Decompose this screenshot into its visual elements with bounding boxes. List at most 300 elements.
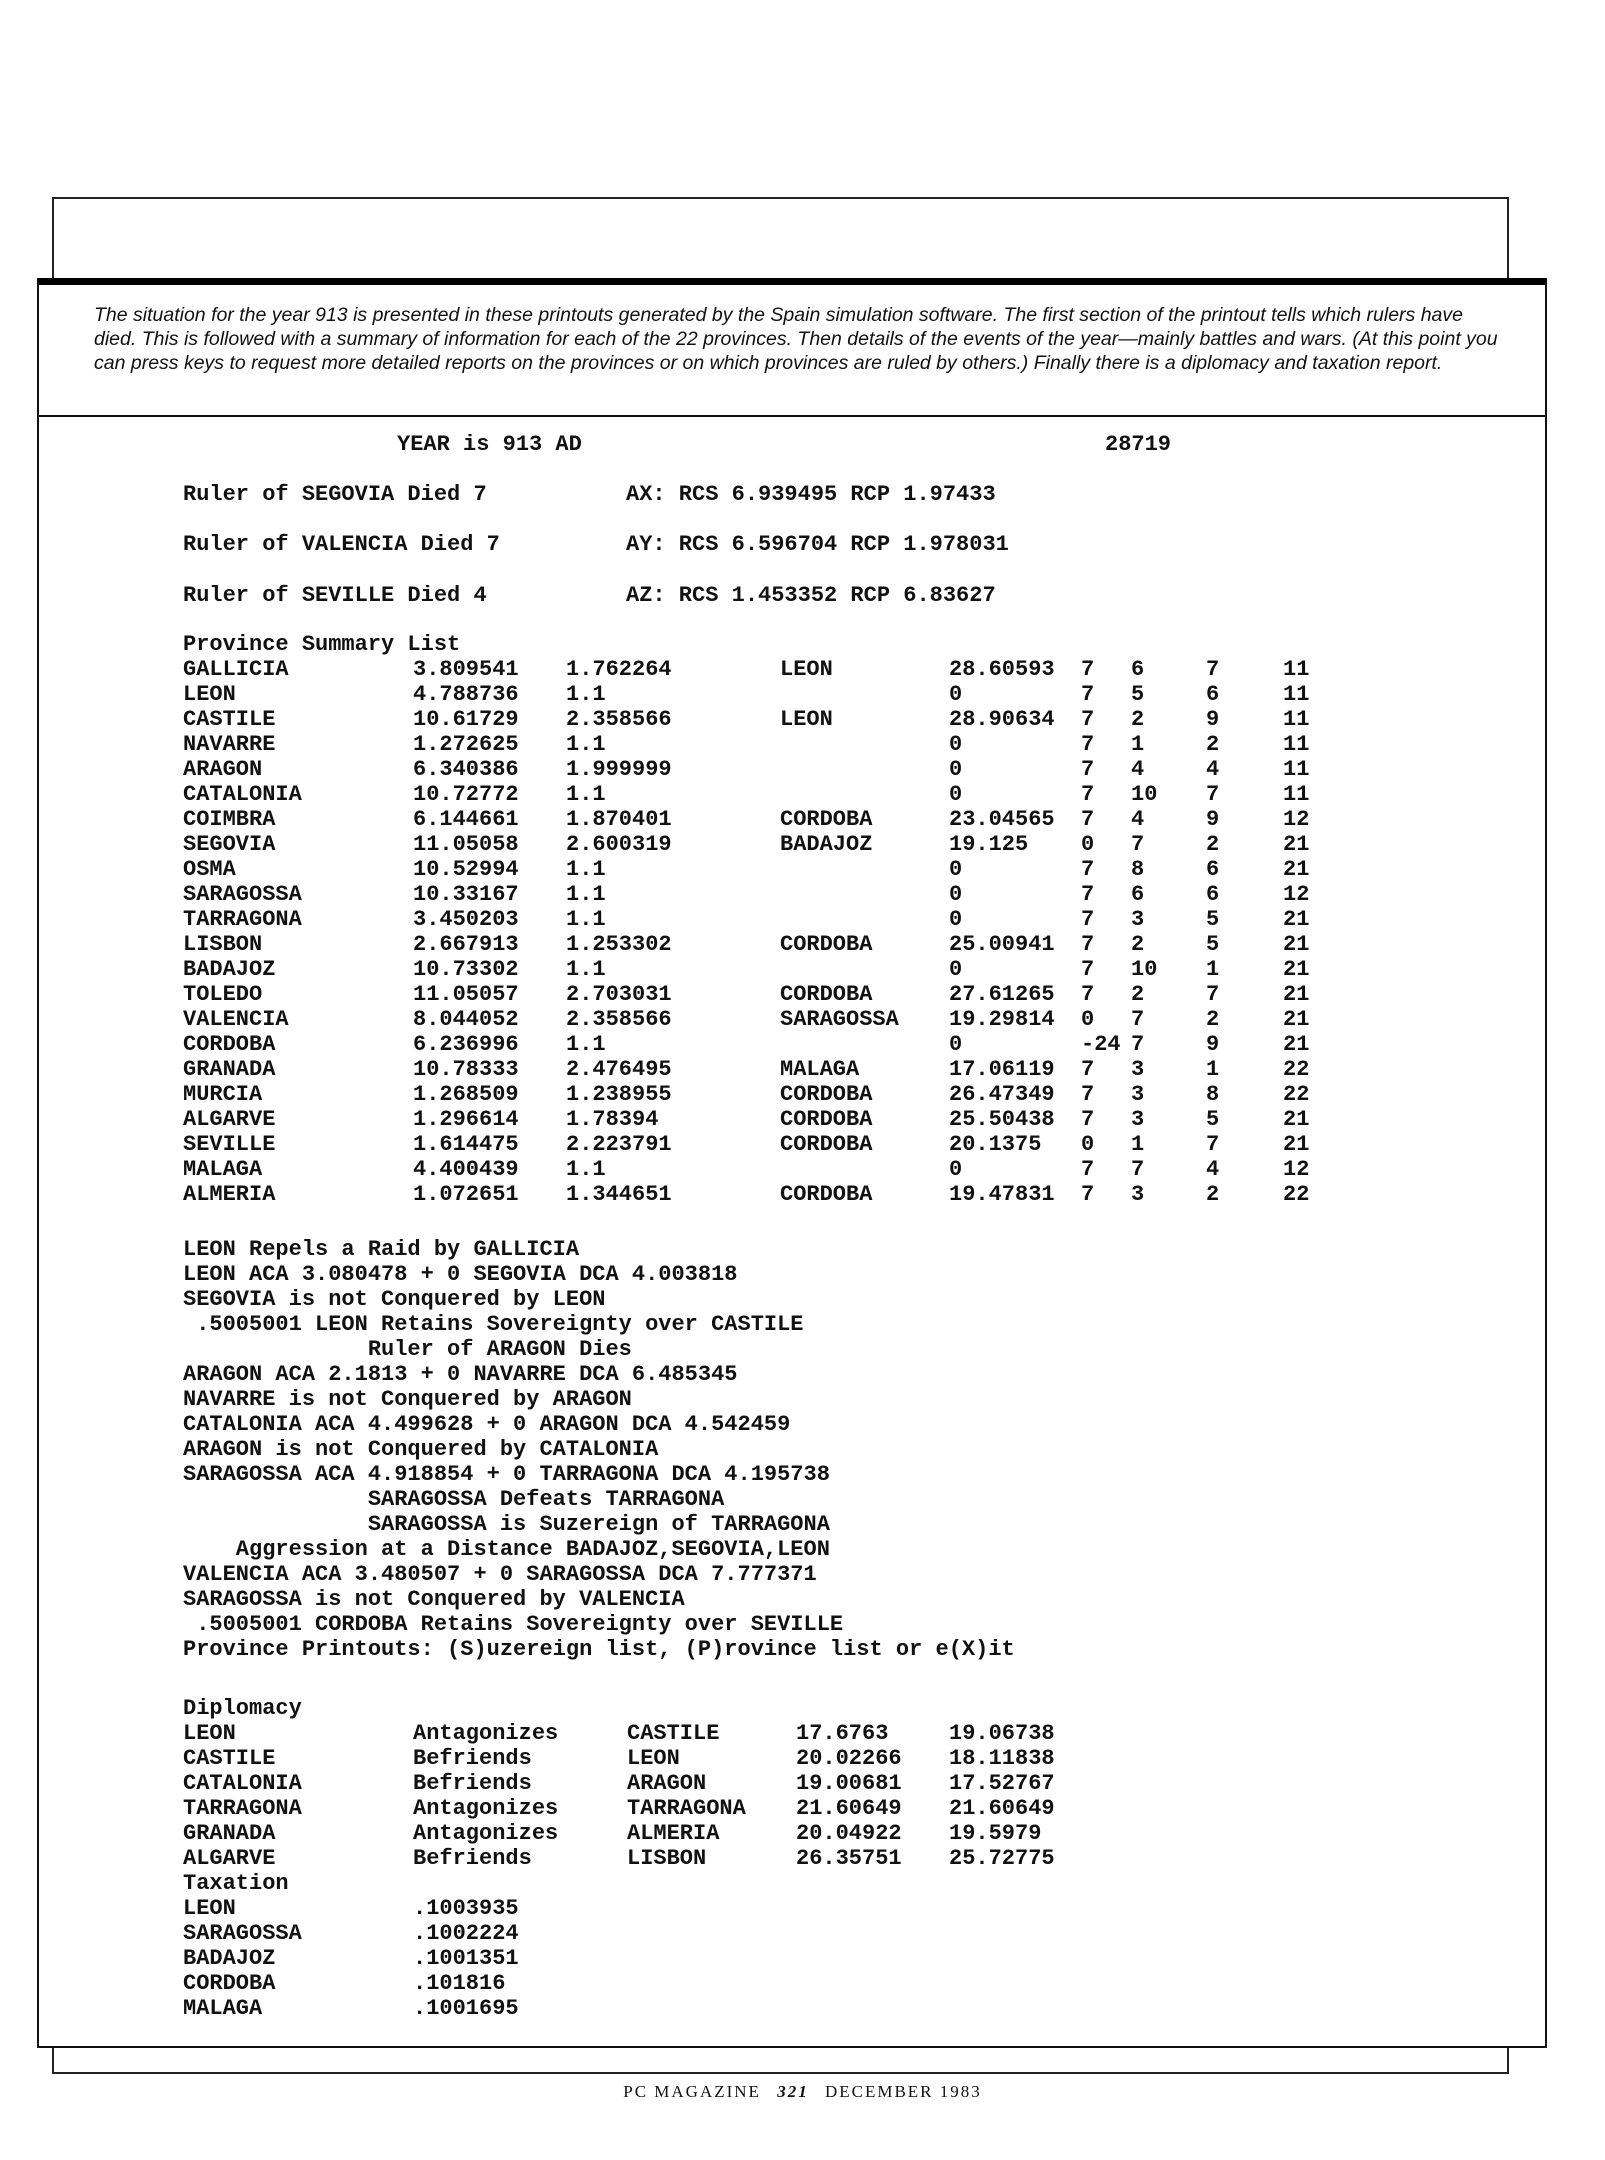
event-line: SARAGOSSA is not Conquered by VALENCIA — [183, 1587, 685, 1612]
province-row — [183, 1182, 1381, 1207]
province-cell: 1 — [1131, 1132, 1145, 1157]
province-cell: 7 — [1081, 857, 1095, 882]
province-cell — [780, 957, 949, 982]
province-cell: CASTILE — [183, 707, 276, 732]
province-cell: 3 — [1131, 907, 1145, 932]
diplomacy-cell: 26.35751 — [796, 1846, 902, 1871]
province-cell: 11 — [1283, 782, 1310, 807]
province-cell: 10.61729 — [413, 707, 519, 732]
diplomacy-cell: CASTILE — [183, 1746, 276, 1771]
province-cell: 11 — [1283, 732, 1310, 757]
province-cell: SEVILLE — [183, 1132, 276, 1157]
events-log — [183, 1237, 1015, 1662]
caption-divider — [39, 415, 1545, 417]
diplomacy-cell: 17.52767 — [949, 1771, 1055, 1796]
province-cell: 0 — [949, 782, 963, 807]
province-cell: ARAGON — [183, 757, 263, 782]
province-cell: 8 — [1131, 857, 1145, 882]
province-cell: ALMERIA — [183, 1182, 276, 1207]
province-cell: 19.47831 — [949, 1182, 1055, 1207]
province-cell: CORDOBA — [780, 932, 873, 957]
province-cell: 0 — [949, 957, 963, 982]
province-cell: 5 — [1206, 932, 1220, 957]
diplomacy-cell: Befriends — [413, 1771, 532, 1796]
province-cell: 7 — [1081, 1082, 1095, 1107]
province-cell: 4.788736 — [413, 682, 519, 707]
province-cell: 21 — [1283, 957, 1310, 982]
province-cell: 11 — [1283, 707, 1310, 732]
province-cell: 7 — [1081, 707, 1095, 732]
province-cell: 1.870401 — [566, 807, 672, 832]
province-cell: COIMBRA — [183, 807, 276, 832]
province-row — [183, 932, 1381, 957]
province-cell: 10.73302 — [413, 957, 519, 982]
event-line: LEON ACA 3.080478 + 0 SEGOVIA DCA 4.003818 — [183, 1262, 738, 1287]
diplomacy-cell: 19.06738 — [949, 1721, 1055, 1746]
event-line: CATALONIA ACA 4.499628 + 0 ARAGON DCA 4.542459 — [183, 1412, 791, 1437]
province-cell: 7 — [1081, 882, 1095, 907]
province-cell: 2.358566 — [566, 1007, 672, 1032]
province-cell: CORDOBA — [780, 1107, 873, 1132]
province-cell: 11.05057 — [413, 982, 519, 1007]
province-row — [183, 832, 1381, 857]
province-row — [183, 882, 1381, 907]
province-cell: 8 — [1206, 1082, 1220, 1107]
province-cell: 11.05058 — [413, 832, 519, 857]
province-row — [183, 682, 1381, 707]
province-cell: 5 — [1206, 907, 1220, 932]
province-cell: 4 — [1131, 807, 1145, 832]
province-cell: 11 — [1283, 682, 1310, 707]
event-line: .5005001 CORDOBA Retains Sovereignty over SEVILLE — [183, 1612, 844, 1637]
diplomacy-table — [183, 1721, 1089, 1871]
province-cell — [780, 732, 949, 757]
province-cell: 19.125 — [949, 832, 1029, 857]
diplomacy-cell: 19.00681 — [796, 1771, 902, 1796]
taxation-table — [183, 1896, 566, 2021]
province-cell: LEON — [183, 682, 236, 707]
province-cell: 2.476495 — [566, 1057, 672, 1082]
province-cell: 1 — [1206, 1057, 1220, 1082]
diplomacy-cell: Befriends — [413, 1846, 532, 1871]
diplomacy-row — [183, 1821, 1089, 1846]
province-cell: 10 — [1131, 957, 1158, 982]
printout-frame — [37, 278, 1547, 2048]
province-cell: 2 — [1206, 732, 1220, 757]
province-cell: 2.223791 — [566, 1132, 672, 1157]
province-cell: 10 — [1131, 782, 1158, 807]
diplomacy-row — [183, 1746, 1089, 1771]
province-cell: 6.340386 — [413, 757, 519, 782]
taxation-row — [183, 1921, 566, 1946]
province-row — [183, 732, 1381, 757]
diplomacy-cell: LEON — [627, 1746, 680, 1771]
province-cell: MALAGA — [183, 1157, 263, 1182]
taxation-cell: .1003935 — [413, 1896, 519, 1921]
province-cell: 2 — [1206, 1182, 1220, 1207]
diplomacy-title: Diplomacy — [183, 1696, 302, 1721]
province-cell: 11 — [1283, 657, 1310, 682]
death-ruler: Ruler of SEVILLE Died 4 — [183, 583, 487, 608]
taxation-cell: .1001351 — [413, 1946, 519, 1971]
province-cell: 1 — [1206, 957, 1220, 982]
figure-caption: The situation for the year 913 is presented in these printouts generated by the Spain simulation software. The first section of the printout tells which rulers have died. This is followed with a summary of information for each of the 22 provinces. Then details of the events of the year—mainly battles and wars. (At this point you can press keys to request more detailed reports on the provinces or on which provinces are ruled by others.) Finally there is a diplomacy and taxation report. — [94, 304, 1498, 374]
province-cell: 1.1 — [566, 882, 606, 907]
diplomacy-row — [183, 1846, 1089, 1871]
province-cell: 3 — [1131, 1057, 1145, 1082]
province-cell: 21 — [1283, 857, 1310, 882]
diplomacy-cell: LEON — [183, 1721, 236, 1746]
province-cell: 7 — [1081, 807, 1095, 832]
death-ruler: Ruler of VALENCIA Died 7 — [183, 532, 500, 557]
province-cell: GALLICIA — [183, 657, 289, 682]
event-line: .5005001 LEON Retains Sovereignty over CASTILE — [183, 1312, 804, 1337]
province-cell: 21 — [1283, 832, 1310, 857]
event-line: NAVARRE is not Conquered by ARAGON — [183, 1387, 632, 1412]
province-cell: BADAJOZ — [780, 832, 873, 857]
province-cell — [780, 1032, 949, 1057]
province-cell: 11 — [1283, 757, 1310, 782]
diplomacy-cell: 19.5979 — [949, 1821, 1042, 1846]
province-cell: 7 — [1081, 907, 1095, 932]
province-cell: 3 — [1131, 1107, 1145, 1132]
province-cell: CORDOBA — [780, 1182, 873, 1207]
province-cell: 1.1 — [566, 907, 606, 932]
province-cell: 17.06119 — [949, 1057, 1055, 1082]
event-line: Province Printouts: (S)uzereign list, (P)rovince list or e(X)it — [183, 1637, 1015, 1662]
province-cell: 7 — [1081, 732, 1095, 757]
province-row — [183, 707, 1381, 732]
province-cell: 7 — [1081, 932, 1095, 957]
province-cell: BADAJOZ — [183, 957, 276, 982]
province-cell: ALGARVE — [183, 1107, 276, 1132]
province-cell: 25.00941 — [949, 932, 1055, 957]
taxation-cell: MALAGA — [183, 1996, 263, 2021]
province-cell: CORDOBA — [780, 1082, 873, 1107]
province-cell: 0 — [949, 732, 963, 757]
diplomacy-cell: 17.6763 — [796, 1721, 889, 1746]
taxation-cell: SARAGOSSA — [183, 1921, 302, 1946]
province-cell: 1.614475 — [413, 1132, 519, 1157]
province-cell: 7 — [1081, 682, 1095, 707]
province-row — [183, 982, 1381, 1007]
taxation-cell: LEON — [183, 1896, 236, 1921]
province-cell: 21 — [1283, 982, 1310, 1007]
province-row — [183, 1157, 1381, 1182]
province-cell: 1.1 — [566, 782, 606, 807]
province-cell: SARAGOSSA — [780, 1007, 899, 1032]
death-stat: AY: RCS 6.596704 RCP 1.978031 — [626, 532, 1009, 557]
death-stat: AZ: RCS 1.453352 RCP 6.83627 — [626, 583, 996, 608]
province-cell: 21 — [1283, 1107, 1310, 1132]
province-cell: 21 — [1283, 1132, 1310, 1157]
province-cell: 1.1 — [566, 1032, 606, 1057]
province-cell: 1.296614 — [413, 1107, 519, 1132]
province-cell: 1.1 — [566, 957, 606, 982]
province-cell: 21 — [1283, 932, 1310, 957]
province-cell: 6 — [1131, 882, 1145, 907]
diplomacy-cell: 20.04922 — [796, 1821, 902, 1846]
province-row — [183, 1107, 1381, 1132]
diplomacy-cell: 21.60649 — [796, 1796, 902, 1821]
diplomacy-cell: 25.72775 — [949, 1846, 1055, 1871]
province-cell: 2.667913 — [413, 932, 519, 957]
province-cell: LISBON — [183, 932, 263, 957]
province-cell: 26.47349 — [949, 1082, 1055, 1107]
province-cell: 8.044052 — [413, 1007, 519, 1032]
province-cell: 7 — [1081, 1182, 1095, 1207]
province-cell: 7 — [1081, 657, 1095, 682]
province-cell: 0 — [949, 907, 963, 932]
province-cell: 2.703031 — [566, 982, 672, 1007]
province-cell: 7 — [1206, 782, 1220, 807]
province-cell: 19.29814 — [949, 1007, 1055, 1032]
province-cell: LEON — [780, 707, 833, 732]
event-line: SARAGOSSA ACA 4.918854 + 0 TARRAGONA DCA 4.195738 — [183, 1462, 830, 1487]
province-cell: 0 — [949, 857, 963, 882]
province-cell: 1 — [1131, 732, 1145, 757]
taxation-title: Taxation — [183, 1871, 289, 1896]
province-cell: 1.1 — [566, 682, 606, 707]
taxation-cell: .1001695 — [413, 1996, 519, 2021]
province-cell: 7 — [1081, 782, 1095, 807]
year-heading: YEAR is 913 AD — [397, 432, 582, 457]
province-cell: 0 — [1081, 832, 1095, 857]
seed-number: 28719 — [1105, 432, 1172, 457]
province-cell: OSMA — [183, 857, 236, 882]
province-cell: CORDOBA — [780, 807, 873, 832]
province-cell: 1.072651 — [413, 1182, 519, 1207]
diplomacy-cell: 20.02266 — [796, 1746, 902, 1771]
province-cell: 4 — [1206, 1157, 1220, 1182]
province-row — [183, 657, 1381, 682]
event-line: ARAGON is not Conquered by CATALONIA — [183, 1437, 659, 1462]
province-cell: 7 — [1131, 1032, 1145, 1057]
province-cell — [780, 782, 949, 807]
province-cell: 4 — [1206, 757, 1220, 782]
taxation-cell: BADAJOZ — [183, 1946, 276, 1971]
diplomacy-row — [183, 1721, 1089, 1746]
province-cell: 10.52994 — [413, 857, 519, 882]
diplomacy-cell: 21.60649 — [949, 1796, 1055, 1821]
diplomacy-cell: TARRAGONA — [183, 1796, 302, 1821]
diplomacy-cell: 18.11838 — [949, 1746, 1055, 1771]
province-cell: 7 — [1131, 832, 1145, 857]
province-cell: 6 — [1206, 882, 1220, 907]
province-cell: 28.60593 — [949, 657, 1055, 682]
province-cell: SEGOVIA — [183, 832, 276, 857]
province-cell: 3.450203 — [413, 907, 519, 932]
province-cell: 7 — [1081, 757, 1095, 782]
taxation-cell: .1002224 — [413, 1921, 519, 1946]
province-cell — [780, 1157, 949, 1182]
diplomacy-cell: TARRAGONA — [627, 1796, 746, 1821]
issue-date: DECEMBER 1983 — [824, 2082, 982, 2101]
province-cell: 22 — [1283, 1082, 1310, 1107]
diplomacy-row — [183, 1771, 1089, 1796]
province-row — [183, 957, 1381, 982]
province-cell: 9 — [1206, 707, 1220, 732]
province-cell: 10.72772 — [413, 782, 519, 807]
province-cell: 9 — [1206, 807, 1220, 832]
province-cell: 9 — [1206, 1032, 1220, 1057]
province-cell: 0 — [1081, 1132, 1095, 1157]
province-row — [183, 807, 1381, 832]
province-cell: TARRAGONA — [183, 907, 302, 932]
taxation-cell: CORDOBA — [183, 1971, 276, 1996]
province-cell: CORDOBA — [183, 1032, 276, 1057]
province-cell: LEON — [780, 657, 833, 682]
event-line: SARAGOSSA Defeats TARRAGONA — [183, 1487, 725, 1512]
province-cell: 3 — [1131, 1182, 1145, 1207]
province-cell: SARAGOSSA — [183, 882, 302, 907]
province-row — [183, 1132, 1381, 1157]
province-cell: 7 — [1081, 1107, 1095, 1132]
province-cell — [780, 682, 949, 707]
province-cell: 1.78394 — [566, 1107, 659, 1132]
province-cell: 0 — [949, 882, 963, 907]
province-cell: 7 — [1081, 982, 1095, 1007]
diplomacy-cell: CASTILE — [627, 1721, 720, 1746]
province-row — [183, 907, 1381, 932]
province-cell: GRANADA — [183, 1057, 276, 1082]
province-cell: NAVARRE — [183, 732, 276, 757]
province-cell — [780, 882, 949, 907]
diplomacy-row — [183, 1796, 1089, 1821]
diplomacy-cell: ARAGON — [627, 1771, 707, 1796]
province-cell: 2 — [1206, 832, 1220, 857]
event-line: ARAGON ACA 2.1813 + 0 NAVARRE DCA 6.485345 — [183, 1362, 738, 1387]
province-cell: 7 — [1081, 1057, 1095, 1082]
province-cell: VALENCIA — [183, 1007, 289, 1032]
province-cell: 2 — [1131, 932, 1145, 957]
lower-frame — [52, 2048, 1509, 2074]
province-cell — [780, 907, 949, 932]
diplomacy-cell: CATALONIA — [183, 1771, 302, 1796]
province-cell: 7 — [1206, 657, 1220, 682]
province-cell: 4.400439 — [413, 1157, 519, 1182]
province-cell: TOLEDO — [183, 982, 263, 1007]
province-cell: 2.358566 — [566, 707, 672, 732]
event-line: Aggression at a Distance BADAJOZ,SEGOVIA,LEON — [183, 1537, 830, 1562]
upper-frame — [52, 197, 1509, 282]
diplomacy-cell: LISBON — [627, 1846, 707, 1871]
province-row — [183, 1032, 1381, 1057]
province-cell: 21 — [1283, 907, 1310, 932]
summary-title: Province Summary List — [183, 632, 461, 657]
province-cell: 23.04565 — [949, 807, 1055, 832]
province-cell — [780, 857, 949, 882]
province-cell: 7 — [1081, 957, 1095, 982]
province-cell: 6 — [1206, 857, 1220, 882]
diplomacy-cell: Antagonizes — [413, 1796, 559, 1821]
province-cell: 1.1 — [566, 1157, 606, 1182]
magazine-name: PC MAGAZINE — [623, 2082, 761, 2101]
province-cell: 2 — [1131, 707, 1145, 732]
province-row — [183, 1057, 1381, 1082]
province-cell: 2 — [1206, 1007, 1220, 1032]
province-cell: CORDOBA — [780, 982, 873, 1007]
diplomacy-cell: ALGARVE — [183, 1846, 276, 1871]
province-cell: 6.236996 — [413, 1032, 519, 1057]
province-cell: 27.61265 — [949, 982, 1055, 1007]
province-cell: 1.999999 — [566, 757, 672, 782]
province-cell: 7 — [1206, 982, 1220, 1007]
event-line: VALENCIA ACA 3.480507 + 0 SARAGOSSA DCA 7.777371 — [183, 1562, 817, 1587]
province-cell: 1.1 — [566, 732, 606, 757]
event-line: LEON Repels a Raid by GALLICIA — [183, 1237, 580, 1262]
taxation-cell: .101816 — [413, 1971, 506, 1996]
province-cell: CORDOBA — [780, 1132, 873, 1157]
diplomacy-cell: GRANADA — [183, 1821, 276, 1846]
page-footer — [0, 2082, 1605, 2102]
province-cell: 6 — [1206, 682, 1220, 707]
province-cell: 5 — [1131, 682, 1145, 707]
province-cell: CATALONIA — [183, 782, 302, 807]
province-cell: 12 — [1283, 1157, 1310, 1182]
province-cell: 0 — [949, 757, 963, 782]
province-cell: 1.344651 — [566, 1182, 672, 1207]
province-row — [183, 857, 1381, 882]
province-cell: 22 — [1283, 1182, 1310, 1207]
province-cell: 22 — [1283, 1057, 1310, 1082]
diplomacy-cell: ALMERIA — [627, 1821, 720, 1846]
province-cell: 1.238955 — [566, 1082, 672, 1107]
province-cell: MURCIA — [183, 1082, 263, 1107]
province-cell: 6 — [1131, 657, 1145, 682]
province-cell: 21 — [1283, 1007, 1310, 1032]
province-cell: 7 — [1206, 1132, 1220, 1157]
taxation-row — [183, 1946, 566, 1971]
province-cell: 1.272625 — [413, 732, 519, 757]
diplomacy-cell: Antagonizes — [413, 1821, 559, 1846]
province-cell: 0 — [949, 1157, 963, 1182]
event-line: Ruler of ARAGON Dies — [183, 1337, 632, 1362]
province-cell: 0 — [1081, 1007, 1095, 1032]
province-cell: 1.762264 — [566, 657, 672, 682]
diplomacy-cell: Befriends — [413, 1746, 532, 1771]
province-row — [183, 1082, 1381, 1107]
taxation-row — [183, 1996, 566, 2021]
province-cell: 0 — [949, 682, 963, 707]
taxation-row — [183, 1971, 566, 1996]
page-number: 321 — [777, 2082, 809, 2101]
province-cell: 7 — [1081, 1157, 1095, 1182]
event-line: SEGOVIA is not Conquered by LEON — [183, 1287, 606, 1312]
province-cell: 2 — [1131, 982, 1145, 1007]
province-cell: MALAGA — [780, 1057, 860, 1082]
province-cell: 28.90634 — [949, 707, 1055, 732]
province-row — [183, 757, 1381, 782]
province-cell: -24 — [1081, 1032, 1121, 1057]
province-cell: 5 — [1206, 1107, 1220, 1132]
taxation-row — [183, 1896, 566, 1921]
province-cell: 6.144661 — [413, 807, 519, 832]
province-cell: 3.809541 — [413, 657, 519, 682]
province-cell: 12 — [1283, 882, 1310, 907]
province-cell: 2.600319 — [566, 832, 672, 857]
province-cell: 3 — [1131, 1082, 1145, 1107]
province-cell: 25.50438 — [949, 1107, 1055, 1132]
province-cell: 21 — [1283, 1032, 1310, 1057]
province-cell: 0 — [949, 1032, 963, 1057]
province-cell: 10.78333 — [413, 1057, 519, 1082]
province-row — [183, 782, 1381, 807]
province-cell: 1.1 — [566, 857, 606, 882]
province-cell: 1.253302 — [566, 932, 672, 957]
event-line: SARAGOSSA is Suzereign of TARRAGONA — [183, 1512, 830, 1537]
province-cell: 7 — [1131, 1157, 1145, 1182]
